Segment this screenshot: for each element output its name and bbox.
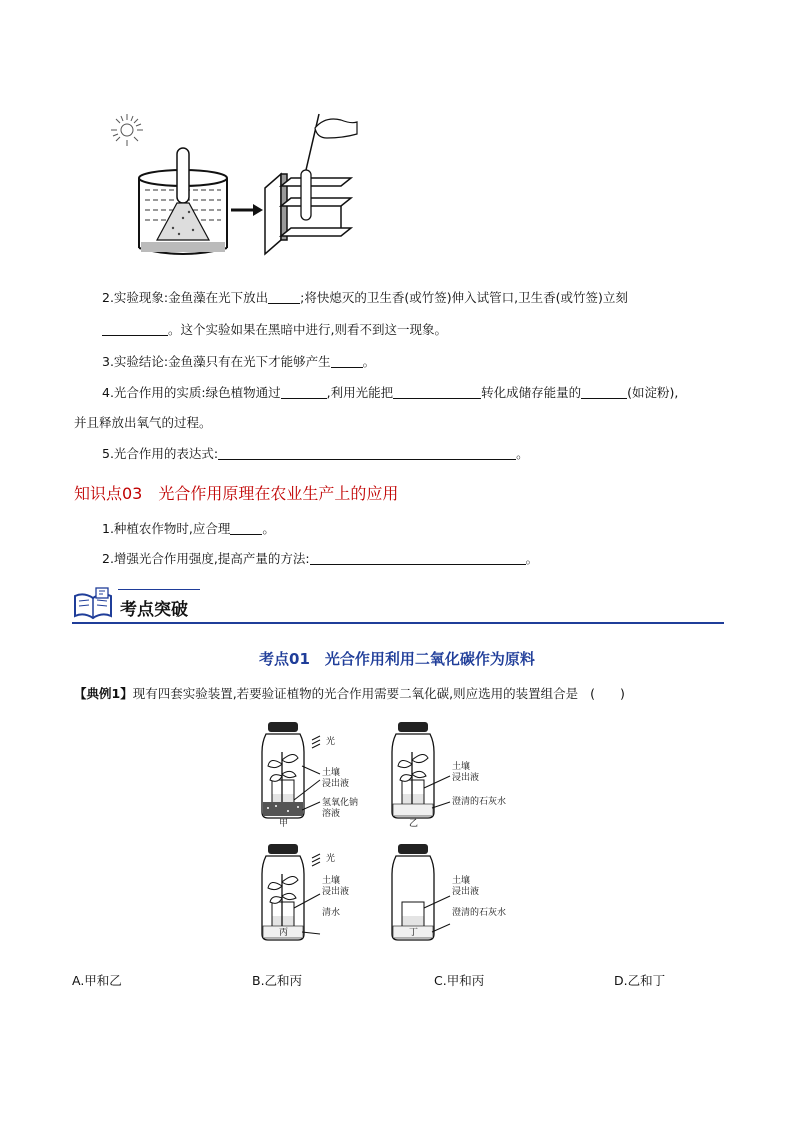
answer-blank[interactable] [310, 552, 526, 565]
item-4-text-2: ,利用光能把 [326, 385, 394, 400]
item-3-text-2: 。 [362, 354, 376, 369]
caption-bing: 丙 [279, 928, 289, 938]
item-2-text-2: ;将快熄灭的卫生香(或竹签)伸入试管口,卫生香(或竹签)立刻 [300, 290, 628, 305]
item-4-line-1 [102, 384, 678, 402]
section-top-line [118, 589, 200, 590]
answer-blank[interactable] [102, 323, 168, 336]
item-2-text-3: 。这个实验如果在黑暗中进行,则看不到这一现象。 [168, 322, 447, 337]
caption-yi: 乙 [409, 819, 419, 829]
jar-yi [392, 722, 450, 818]
sun-icon [111, 114, 143, 146]
item-4-text-5: 并且释放出氧气的过程。 [74, 415, 212, 430]
jar-jia [262, 722, 320, 818]
answer-blank[interactable] [281, 386, 327, 399]
example-question [74, 685, 625, 703]
kp03-item-1-text-2: 。 [262, 521, 275, 536]
example-tag: 【典例1】 [74, 686, 133, 701]
item-4-text-1: 4.光合作用的实质:绿色植物通过 [102, 385, 281, 400]
option-c[interactable]: C.甲和丙 [434, 973, 485, 988]
label-light-jia: 光 [326, 737, 336, 747]
item-2-line-1 [102, 289, 628, 307]
answer-blank[interactable] [230, 522, 262, 535]
arrow-right-icon [231, 204, 263, 216]
label-soil-yi: 土壤 浸出液 [452, 762, 480, 783]
item-4-text-3: 转化成储存能量的 [481, 385, 582, 400]
item-2-line-2 [102, 321, 447, 339]
label-limewater-ding: 澄清的石灰水 [452, 908, 507, 918]
item-3-line [102, 353, 375, 371]
label-soil-jia: 土壤 浸出液 [322, 768, 350, 789]
section-title: 考点突破 [120, 600, 188, 620]
example-question-text: 现有四套实验装置,若要验证植物的光合作用需要二氧化碳,则应选用的装置组合是 [132, 686, 579, 701]
caption-jia: 甲 [279, 819, 289, 829]
label-soil-bing: 土壤 浸出液 [322, 876, 350, 897]
answer-blank[interactable] [268, 291, 300, 304]
knowledge-point-number: 知识点03 [74, 484, 143, 503]
item-5-line [102, 445, 529, 463]
answer-paren[interactable]: ( ) [590, 686, 625, 701]
option-d[interactable]: D.乙和丁 [614, 973, 666, 988]
kp03-item-1 [102, 520, 275, 538]
section-divider [72, 622, 724, 624]
apparatus-illustration [105, 108, 365, 268]
book-icon [72, 586, 114, 622]
label-water: 清水 [322, 908, 341, 918]
option-a[interactable]: A.甲和乙 [72, 973, 122, 988]
kp03-item-2-text-1: 2.增强光合作用强度,提高产量的方法: [102, 551, 310, 566]
answer-blank[interactable] [331, 355, 363, 368]
jar-ding [392, 844, 450, 940]
kaodian-title: 考点01 光合作用利用二氧化碳作为原料 [259, 650, 535, 668]
item-4-text-4: (如淀粉), [627, 385, 679, 400]
label-naoh: 氢氧化钠 溶液 [322, 798, 359, 819]
option-b[interactable]: B.乙和丙 [252, 973, 303, 988]
answer-blank[interactable] [393, 386, 481, 399]
caption-ding: 丁 [409, 928, 419, 938]
kp03-item-1-text-1: 1.种植农作物时,应合理 [102, 521, 231, 536]
answer-blank[interactable] [218, 447, 516, 460]
item-2-text-1: 2.实验现象:金鱼藻在光下放出 [102, 290, 269, 305]
kp03-item-2-text-2: 。 [525, 551, 539, 566]
label-limewater-yi: 澄清的石灰水 [452, 797, 507, 807]
jar-bing [262, 844, 320, 940]
knowledge-point-title: 光合作用原理在农业生产上的应用 [158, 484, 399, 503]
item-4-line-2 [74, 414, 212, 432]
label-light-bing: 光 [326, 854, 336, 864]
kp03-item-2 [102, 550, 538, 568]
knowledge-point-heading [74, 481, 398, 504]
item-5-text-1: 5.光合作用的表达式: [102, 446, 219, 461]
answer-blank[interactable] [581, 386, 627, 399]
item-3-text-1: 3.实验结论:金鱼藻只有在光下才能够产生 [102, 354, 331, 369]
item-5-text-2: 。 [516, 446, 529, 461]
label-soil-ding: 土壤 浸出液 [452, 876, 480, 897]
